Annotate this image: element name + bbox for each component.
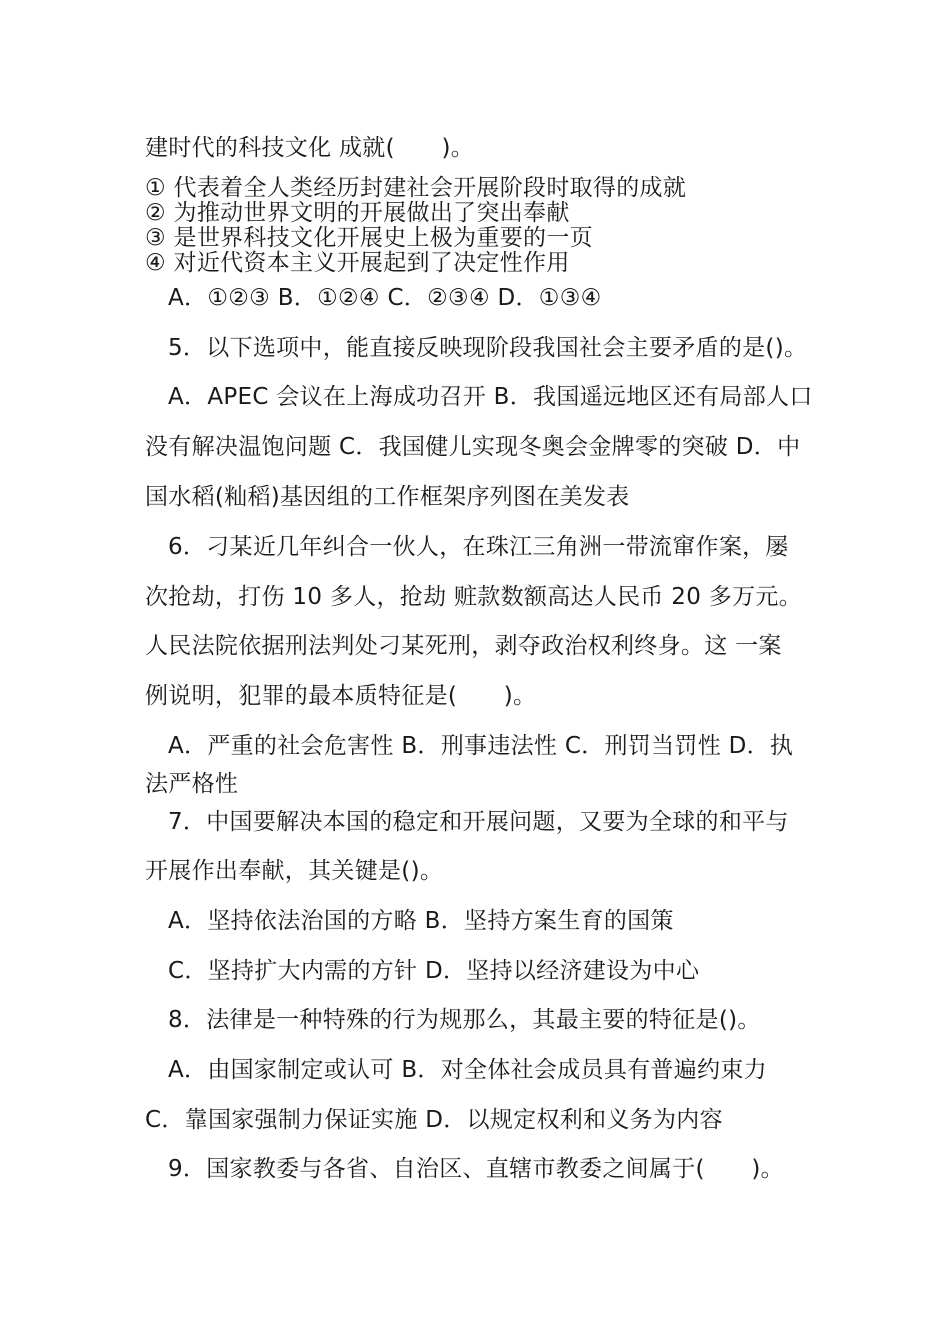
q7-choices-line-2: C．坚持扩大内需的方针 D．坚持以经济建设为中心 [168,958,700,984]
statement-3: ③ 是世界科技文化开展史上极为重要的一页 [145,225,593,251]
statement-1: ① 代表着全人类经历封建社会开展阶段时取得的成就 [145,175,687,201]
q6-stem-line-3: 人民法院依据刑法判处刁某死刑，剥夺政治权利终身。这 一案 [145,633,782,659]
q8-choices-line-2: C．靠国家强制力保证实施 D．以规定权利和义务为内容 [145,1107,723,1133]
q9-stem: 9．国家教委与各省、自治区、直辖市教委之间属于( )。 [168,1156,784,1182]
q7-stem-line-1: 7．中国要解决本国的稳定和开展问题，又要为全球的和平与 [168,809,789,835]
q8-stem: 8．法律是一种特殊的行为规那么，其最主要的特征是()。 [168,1007,761,1033]
statement-2: ② 为推动世界文明的开展做出了突出奉献 [145,200,570,226]
q5-stem: 5．以下选项中，能直接反映现阶段我国社会主要矛盾的是()。 [168,335,808,361]
q8-choices-line-1: A．由国家制定或认可 B．对全体社会成员具有普遍约束力 [168,1057,767,1083]
q4-answer-choices: A．①②③ B．①②④ C．②③④ D．①③④ [168,285,602,311]
q6-stem-line-4: 例说明，犯罪的最本质特征是( )。 [145,683,537,709]
q7-choices-line-1: A．坚持依法治国的方略 B．坚持方案生育的国策 [168,908,674,934]
intro-line: 建时代的科技文化 成就( )。 [145,135,475,161]
q5-choices-line-2: 没有解决温饱问题 C．我国健儿实现冬奥会金牌零的突破 D．中 [145,434,801,460]
q6-choices-line-2: 法严格性 [145,771,239,797]
q6-stem-line-2: 次抢劫，打伤 10 多人，抢劫 赃款数额高达人民币 20 多万元。 [145,584,802,610]
q7-stem-line-2: 开展作出奉献，其关键是()。 [145,858,444,884]
q6-choices-line-1: A．严重的社会危害性 B．刑事违法性 C．刑罚当罚性 D．执 [168,733,794,759]
statement-4: ④ 对近代资本主义开展起到了决定性作用 [145,250,570,276]
q5-choices-line-3: 国水稻(籼稻)基因组的工作框架序列图在美发表 [145,484,630,510]
q5-choices-line-1: A．APEC 会议在上海成功召开 B．我国遥远地区还有局部人口 [168,384,813,410]
q6-stem-line-1: 6．刁某近几年纠合一伙人，在珠江三角洲一带流窜作案，屡 [168,534,789,560]
